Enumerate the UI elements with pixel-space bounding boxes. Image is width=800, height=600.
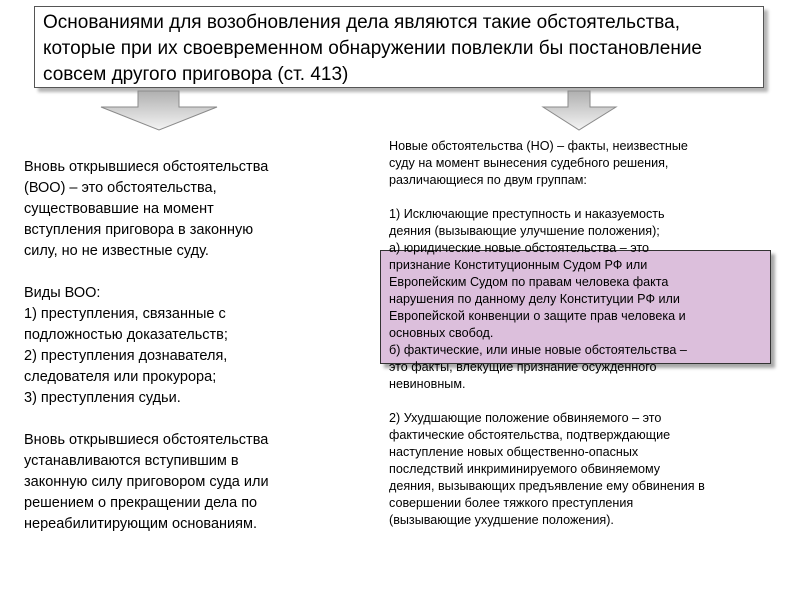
text-line: последствий инкриминируемого обвиняемому [389, 462, 661, 476]
text-line: нереабилитирующим основаниям. [24, 516, 257, 532]
text-line: это факты, влекущие признание осужденного [389, 360, 657, 374]
highlight-line: нарушения по данному делу Конституции РФ или [389, 292, 680, 306]
highlight-line: а) юридические новые обстоятельства – это [389, 241, 650, 255]
text-line: 1) преступления, связанные с [24, 306, 226, 322]
text-line: невиновным. [389, 377, 466, 391]
text-line: Виды ВОО: [24, 285, 101, 301]
text-line: наступление новых общественно-опасных [389, 445, 639, 459]
text-line: различающиеся по двум группам: [389, 173, 587, 187]
highlight-line: признание Конституционным Судом РФ или [389, 258, 648, 272]
right-down-arrow-icon [540, 90, 620, 132]
text-line: законную силу приговором суда или [24, 474, 269, 490]
highlight-line: Европейской конвенции о защите прав человека и [389, 309, 686, 323]
text-line: существовавшие на момент [24, 201, 214, 217]
old-circumstances-text [24, 157, 354, 535]
header-line: совсем другого приговора (ст. 413) [43, 64, 349, 85]
header-line: которые при их своевременном обнаружении повлекли бы постановление [43, 38, 702, 59]
text-line: решением о прекращении дела по [24, 495, 258, 511]
text-line: б) фактические, или иные новые обстоятельства – [389, 343, 687, 357]
text-line: (ВОО) – это обстоятельства, [24, 180, 217, 196]
text-line: 3) преступления судьи. [24, 390, 181, 406]
text-line: фактические обстоятельства, подтверждающие [389, 428, 671, 442]
text-line: деяния, вызывающих предъявление ему обвинения в [389, 479, 705, 493]
text-line: совершении более тяжкого преступления [389, 496, 634, 510]
header-line: Основаниями для возобновления дела являются такие обстоятельства, [43, 12, 681, 33]
text-line: деяния (вызывающие улучшение положения); [389, 224, 660, 238]
text-line: Вновь открывшиеся обстоятельства [24, 432, 269, 448]
text-line: (вызывающие ухудшение положения). [389, 513, 614, 527]
text-line: Вновь открывшиеся обстоятельства [24, 159, 269, 175]
text-line: силу, но не известные суду. [24, 243, 209, 259]
header-box [34, 6, 764, 88]
text-line: устанавливаются вступившим в [24, 453, 239, 469]
text-line: 1) Исключающие преступность и наказуемость [389, 207, 665, 221]
text-line: следователя или прокурора; [24, 369, 217, 385]
text-line: вступления приговора в законную [24, 222, 254, 238]
text-line: Новые обстоятельства (НО) – факты, неизвестные [389, 139, 688, 153]
text-line: суду на момент вынесения судебного решения, [389, 156, 669, 170]
highlight-line: основных свобод. [389, 326, 494, 340]
text-line: 2) Ухудшающие положение обвиняемого – это [389, 411, 662, 425]
text-line: 2) преступления дознавателя, [24, 348, 228, 364]
new-circumstances-text [389, 138, 789, 529]
left-down-arrow-icon [98, 90, 220, 132]
highlight-line: Европейским Судом по правам человека факта [389, 275, 669, 289]
text-line: подложностью доказательств; [24, 327, 228, 343]
